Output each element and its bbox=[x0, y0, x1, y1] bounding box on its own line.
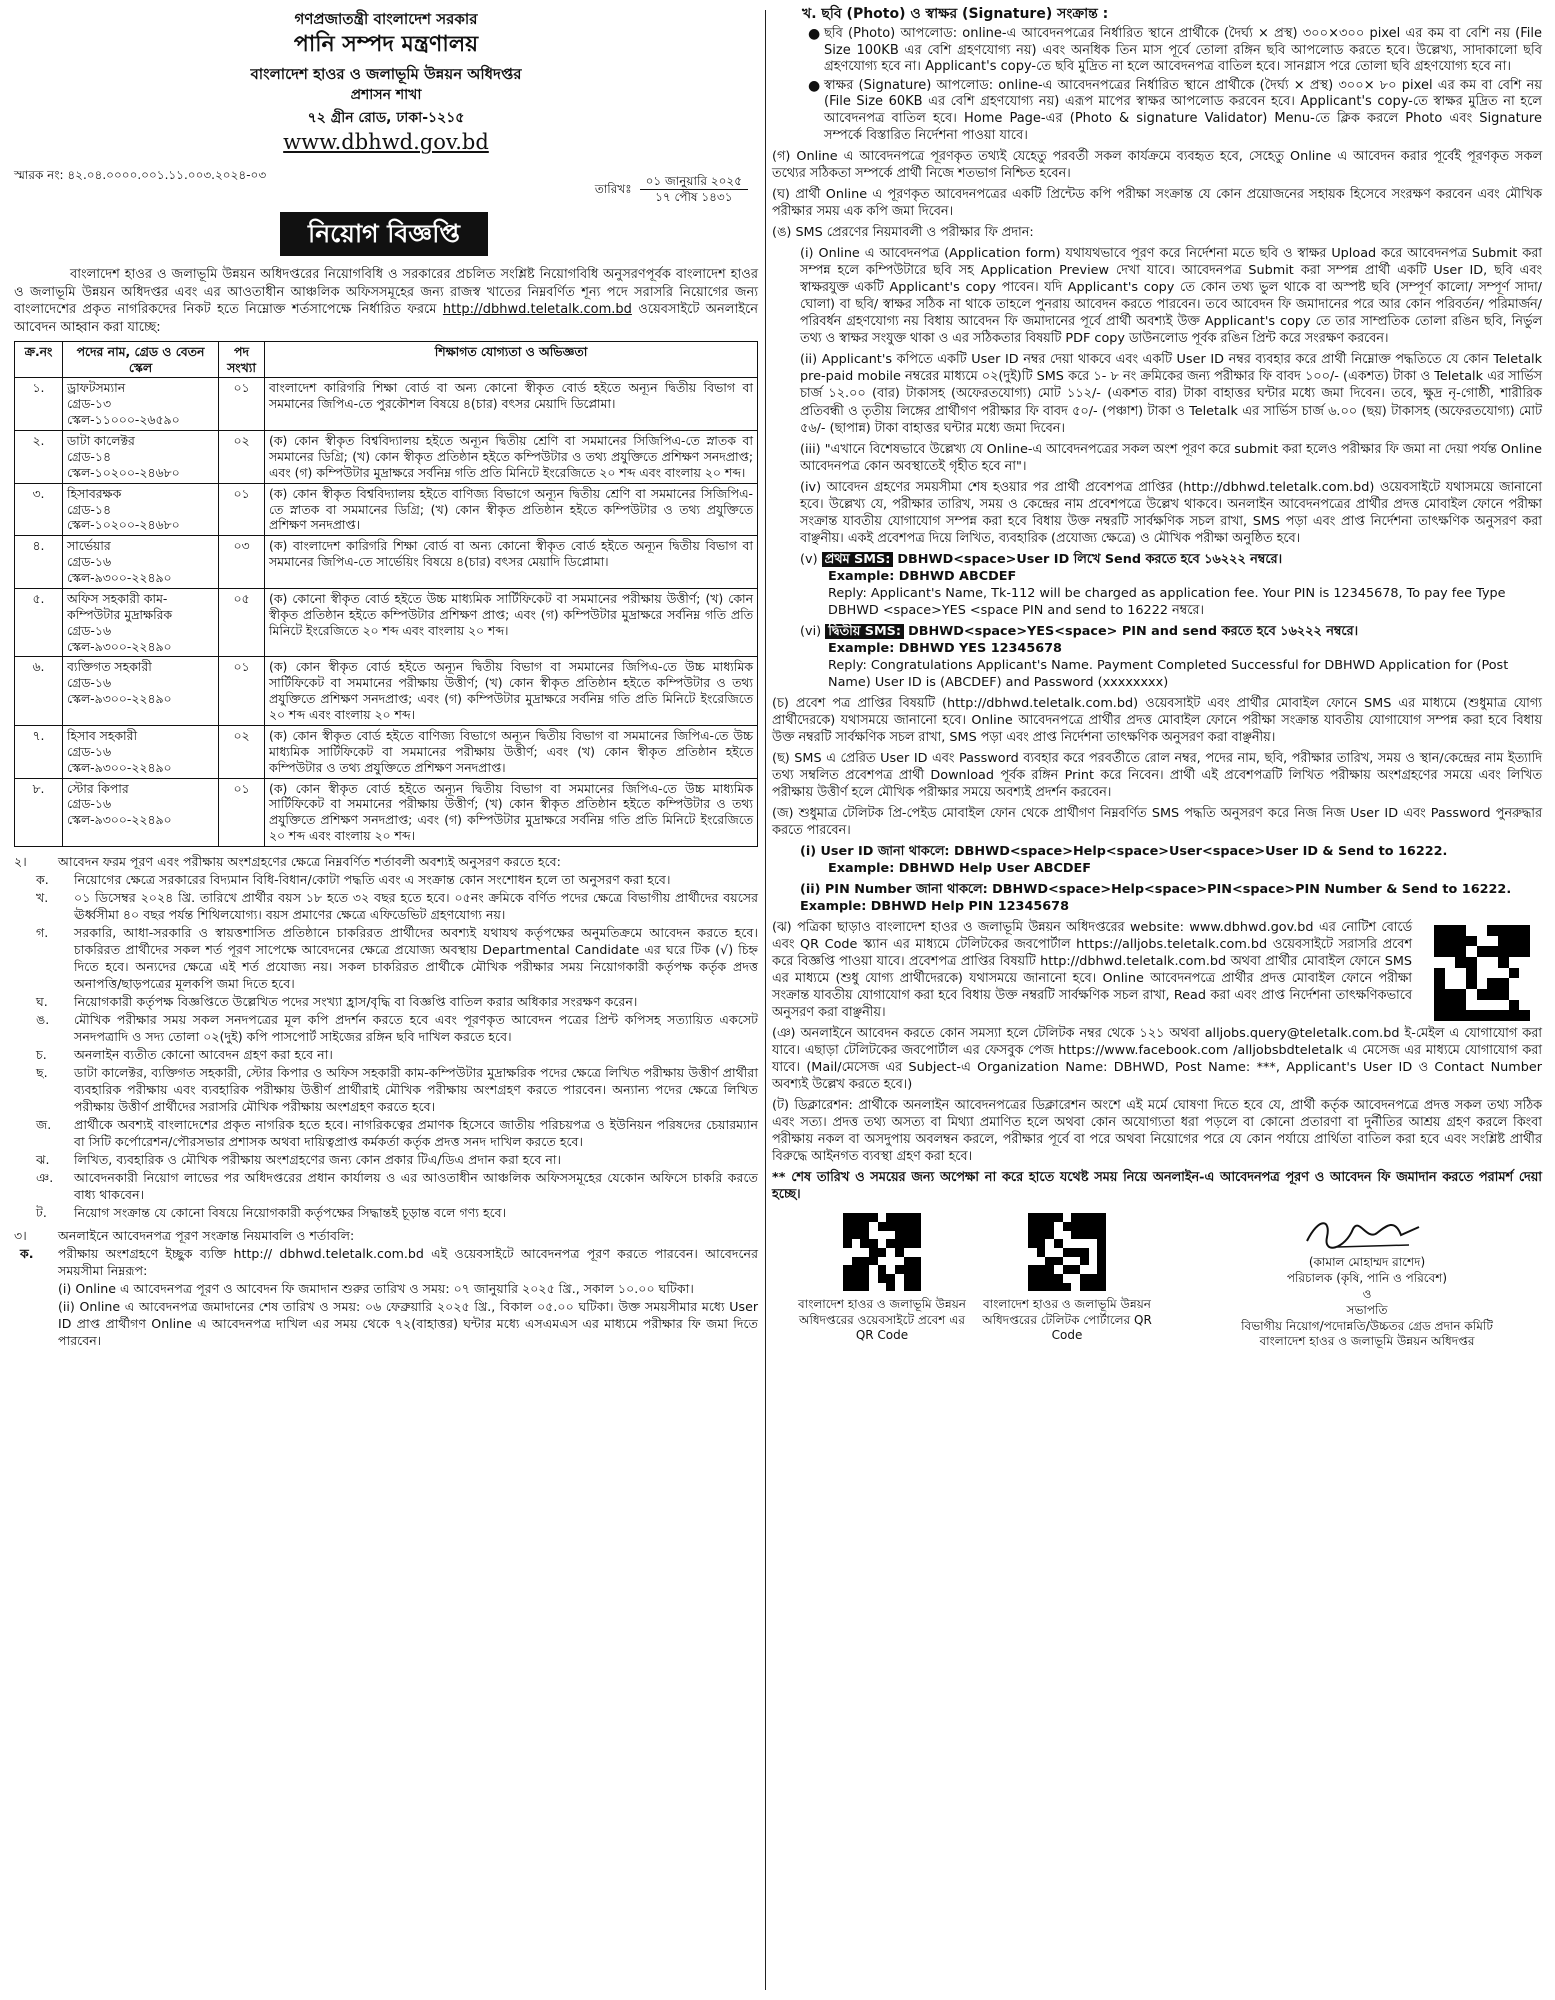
portal-qr-caption: বাংলাদেশ হাওর ও জলাভূমি উন্নয়ন অধিদপ্তরের টেলিটক পোর্টালের QR Code bbox=[982, 1297, 1152, 1343]
vacancy-rows bbox=[15, 378, 758, 847]
bullet-icon: ● bbox=[808, 77, 821, 94]
condition-item bbox=[14, 1011, 758, 1045]
post-name: অফিস সহকারী কাম-কম্পিউটার মুদ্রাক্ষরিক bbox=[67, 590, 173, 622]
rule-cha-text: (ছ) SMS এ প্রেরিত User ID এবং Password ব্যবহার করে পরবর্তীতে রোল নম্বর, পদের নাম, ছবি, পরীক্ষার তারিখ, সময় ও স্থান/কেন্দ্রের নাম ইত্যাদি তথ্য সম্বলিত প্রবেশপত্র প্রার্থী Download পূর্বক রঙ্গিন Print করে নিবেন। প্রার্থী এই প্রবেশপত্রটি লিখিত পরীক্ষায় অংশগ্রহণের সময়ে এবং লিখিত পরীক্ষায় উত্তীর্ণ হলে মৌখিক পরীক্ষার সময়ে অবশ্যই প্রদর্শন করবেন। bbox=[772, 750, 1542, 800]
sms-rule-1 bbox=[772, 245, 1542, 347]
row-serial: ৪. bbox=[15, 536, 63, 589]
rule-cha bbox=[772, 750, 1542, 801]
condition-key: ঘ. bbox=[36, 994, 48, 1010]
condition-text: মৌখিক পরীক্ষার সময় সকল সনদপত্রের মূল কপি প্রদর্শন করতে হবে এবং পূরণকৃত আবেদন পত্রের প্রিন্ট কপিসহ সত্যায়িত একসেট সনদপত্রাদি ও সদ্য তোলা ০২(দুই) কপি পাসপোর্ট সাইজের রঙ্গিন ছবি দাখিল করতে হবে। bbox=[74, 1012, 758, 1045]
condition-key: ঙ. bbox=[36, 1012, 50, 1028]
sms-first-key: (v) bbox=[800, 551, 818, 567]
rule-jha-text: (ঝ) পত্রিকা ছাড়াও বাংলাদেশ হাওর ও জলাভূমি উন্নয়ন অধিদপ্তরের website: www.dbhwd.gov.bd এর নোটিশ বোর্ডে এবং QR Code স্ক্যান এর মাধ্যমে টেলিটকের জবপোর্টাল https://alljobs.teletalk.com.bd ওয়েবসাইটে সরাসরি প্রবেশ করে বিজ্ঞপ্তি পাওয়া যাবে। প্রবেশপত্র প্রাপ্তির বিষয়টি http://dbhwd.teletalk.com.bd অথবা প্রার্থীর মোবাইল ফোনে SMS এর মাধ্যমে (শুধু যোগ্য প্রার্থীদেরকে) যথাসময়ে জানানো হবে। Online আবেদনপত্রে প্রার্থীর প্রদত্ত মোবাইল ফোনে পরীক্ষা সংক্রান্ত যাবতীয় যোগাযোগ করা হবে বিধায় উক্ত নম্বরটি সার্বক্ষণিক সচল রাখা, Read করা এবং প্রাপ্ত নির্দেশনা তাৎক্ষণিকভাবে অনুসরণ করা বাঞ্ছনীয়। bbox=[772, 919, 1412, 1021]
table-row bbox=[15, 378, 758, 431]
row-post bbox=[63, 378, 219, 431]
rule-ga-text: (গ) Online এ আবেদনপত্রে পূরণকৃত তথ্যই যেহেতু পরবর্তী সকল কার্যক্রমে ব্যবহৃত হবে, সেহেতু Online এ আবেদন করার পূর্বেই পূরণকৃত সকল তথ্যের সঠিকতা সম্পর্কে প্রার্থী নিজে শতভাগ নিশ্চিত হবেন। bbox=[772, 149, 1542, 182]
sms-second-tag: দ্বিতীয় SMS: bbox=[825, 624, 904, 639]
rule-ja-2-text: (ii) PIN Number জানা থাকলে: DBHWD<space>Help<space>PIN<space>PIN Number & Send to 16222. Example: DBHWD Help PIN 12345678 bbox=[800, 881, 1512, 914]
condition-key: জ. bbox=[36, 1117, 52, 1133]
section-3-deadline: (ii) Online এ আবেদনপত্র জমাদানের শেষ তারিখ ও সময়: ০৬ ফেব্রুয়ারি ২০২৫ খ্রি., বিকাল ০৫.০০ ঘটিকা। উক্ত সময়সীমার মধ্যে User ID প্রাপ্ত প্রার্থীগণ Online এ আবেদনপত্র দাখিল এর সময় থেকে ৭২(বাহাত্তর) ঘন্টার মধ্যে এসএমএস এর মাধ্যমে পরীক্ষার ফি জমা দিতে পারবেন। bbox=[58, 1299, 758, 1349]
col-count: পদ সংখ্যা bbox=[219, 341, 265, 378]
section-3 bbox=[14, 1227, 758, 1349]
row-post bbox=[63, 483, 219, 536]
condition-key: ছ. bbox=[36, 1065, 48, 1081]
row-serial: ৬. bbox=[15, 657, 63, 726]
sms-rule-3 bbox=[772, 441, 1542, 475]
rule-ca-text: (চ) প্রবেশ পত্র প্রাপ্তির বিষয়টি (http://dbhwd.teletalk.com.bd) ওয়েবসাইট এবং প্রার্থীর মোবাইল ফোনে SMS এর মাধ্যমে (শুধুমাত্র যোগ্য প্রার্থীদেরকে) যথাসময়ে জানানো হবে। Online আবেদনপত্রে প্রার্থীর প্রদত্ত মোবাইল ফোনে পরীক্ষা সংক্রান্ত যাবতীয় যোগাযোগ সম্পন্ন করা হবে বিধায় উক্ত নম্বরটি সার্বক্ষণিক সচল রাখা, SMS পড়া এবং প্রাপ্ত নির্দেশনা তাৎক্ষণিক অনুসরণ করা বাঞ্ছনীয়। bbox=[772, 695, 1542, 745]
condition-key: খ. bbox=[36, 890, 49, 906]
table-row bbox=[15, 431, 758, 484]
office-address: ৭২ গ্রীন রোড, ঢাকা-১২১৫ bbox=[307, 110, 465, 127]
sms-rule-2 bbox=[772, 351, 1542, 436]
row-count: ০২ bbox=[219, 431, 265, 484]
photo-signature-title: খ. ছবি (Photo) ও স্বাক্ষর (Signature) সংক্রান্ত : bbox=[802, 6, 1109, 22]
post-scale: স্কেল-১০২০০-২৪৬৮০ bbox=[67, 464, 180, 480]
rule-ga bbox=[772, 148, 1542, 182]
row-post bbox=[63, 778, 219, 847]
col-serial: ক্র.নং bbox=[15, 341, 63, 378]
sms-rule-4 bbox=[772, 479, 1542, 547]
condition-text: ০১ ডিসেম্বর ২০২৪ খ্রি. তারিখে প্রার্থীর বয়স ১৮ হতে ৩২ বছর হতে হবে। ০৫নং ক্রমিকে বর্ণিত পদের ক্ষেত্রে বিভাগীয় প্রার্থীদের বয়সের ঊর্ধ্বসীমা ৪০ বছর পর্যন্ত শিথিলযোগ্য। বয়স প্রমাণের ক্ষেত্রে এফিডেভিট গ্রহণযোগ্য নয়। bbox=[74, 890, 758, 923]
sms-rule-4-text: (iv) আবেদন গ্রহণের সময়সীমা শেষ হওয়ার পর প্রার্থী প্রবেশপত্র প্রাপ্তির (http://dbhwd.teletalk.com.bd) ওয়েবসাইটে যথাসময়ে জানানো হবে। উল্লেখ্য যে, পরীক্ষার তারিখ, সময় ও কেন্দ্রের নাম প্রবেশপত্রে উল্লেখ থাকবে। অনলাইন আবেদনপত্রের প্রার্থীর প্রদত্ত মোবাইল ফোনে পরীক্ষা সংক্রান্ত যাবতীয় যোগাযোগ সম্পন্ন করা হবে বিধায় উক্ত নম্বরটি সার্বক্ষণিক সচল রাখা, SMS পড়া এবং প্রাপ্ত নির্দেশনা তাৎক্ষণিক অনুসরণ করা বাঞ্ছনীয়। একই প্রবেশপত্র দিয়ে লিখিত, ব্যবহারিক (প্রযোজ্য ক্ষেত্রে) ও মৌখিক পরীক্ষা অনুষ্ঠিত হবে। bbox=[800, 479, 1542, 546]
intro-text: বাংলাদেশ হাওর ও জলাভূমি উন্নয়ন অধিদপ্তরের নিয়োগবিধি ও সরকারের প্রচলিত সংশ্লিষ্ট নিয়োগবিধি অনুসরণপূর্বক বাংলাদেশ হাওর ও জলাভূমি উন্নয়ন অধিদপ্তর এবং এর আওতাধীন আঞ্চলিক অফিসসমূহের জন্য রাজস্ব খাতের নিম্নবর্ণিত শূন্য পদে সরাসরি নিয়োগের জন্য বাংলাদেশের প্রকৃত নাগরিকদের নিকট হতে নিম্নোক্ত শর্তসাপেক্ষে নির্ধারিত ফরমে bbox=[14, 267, 758, 318]
rule-jha bbox=[772, 919, 1542, 1021]
condition-text: ডাটা কালেক্টর, ব্যক্তিগত সহকারী, স্টোর কিপার ও অফিস সহকারী কাম-কম্পিউটার মুদ্রাক্ষরিক পদের ক্ষেত্রে লিখিত পরীক্ষায় উত্তীর্ণ প্রার্থীরা ব্যবহারিক পরীক্ষায় এবং ব্যবহারিক পরীক্ষায় উত্তীর্ণ প্রার্থীরাই মৌখিক পরীক্ষায় অংশগ্রহণ করতে পারবেন। অন্যান্য পদের ক্ষেত্রে লিখিত পরীক্ষায় উত্তীর্ণ প্রার্থীদের সরাসরি মৌখিক পরীক্ষায় অংশগ্রহণ করতে হবে। bbox=[74, 1065, 758, 1115]
post-scale: স্কেল-৯৩০০-২২৪৯০ bbox=[67, 570, 172, 586]
sms-rule-2-text: (ii) Applicant's কপিতে একটি User ID নম্বর দেয়া থাকবে এবং একটি User ID নম্বর ব্যবহার করে প্রার্থী নিম্নোক্ত পদ্ধতিতে যে কোন Teletalk pre-paid mobile নম্বরের মাধ্যমে ০২(দুই)টি SMS করে ১- ৮ নং ক্রমিকের জন্য পরীক্ষার ফি বাবদ ১০০/- (একশত) টাকা ও Teletalk এর সার্ভিস চার্জ ১২.০০ (বার) টাকাসহ (অফেরতযোগ্য) মোট ১১২/- (একশত বার) টাকা বাহাত্তর ঘন্টার মধ্যে জমা দিবেন। তবে, ক্ষুদ্র নৃ-গোষ্ঠী, শারীরিক প্রতিবন্ধী ও তৃতীয় লিঙ্গের প্রার্থীগণ পরীক্ষার ফি বাবদ ৫০/- (পঞ্চাশ) টাকা ও Teletalk এর সার্ভিস চার্জ ৬.০০ (ছয়) টাকাসহ (অফেরতযোগ্য) মোট ৫৬/- (ছাপান্ন) টাকা বাহাত্তর ঘন্টার মধ্যে জমা দিবেন। bbox=[800, 352, 1542, 436]
rule-uma-text: (ঙ) SMS প্রেরণের নিয়মাবলী ও পরীক্ষার ফি প্রদান: bbox=[772, 225, 1034, 241]
condition-item bbox=[14, 1204, 758, 1221]
condition-key: ঞ. bbox=[36, 1170, 54, 1186]
branch-name: প্রশাসন শাখা bbox=[350, 86, 422, 103]
post-grade: গ্রেড-১৩ bbox=[67, 396, 111, 412]
rule-ja bbox=[772, 805, 1542, 839]
condition-key: ক. bbox=[36, 872, 49, 888]
section-3-start: (i) Online এ আবেদনপত্র পূরণ ও আবেদন ফি জমাদান শুরুর তারিখ ও সময়: ০৭ জানুয়ারি ২০২৫ খ্রি., সকাল ১০.০০ ঘটিকা। bbox=[58, 1281, 694, 1297]
rule-ja-1-example: Example: DBHWD Help User ABCDEF bbox=[828, 860, 1092, 876]
section-2-items bbox=[14, 871, 758, 1221]
post-name: ডাটা কালেক্টর bbox=[67, 433, 135, 449]
post-grade: গ্রেড-১৬ bbox=[67, 796, 111, 812]
post-scale: স্কেল-১১০০০-২৬৫৯০ bbox=[67, 412, 180, 428]
website-link[interactable]: www.dbhwd.gov.bd bbox=[283, 130, 489, 155]
row-count: ০২ bbox=[219, 725, 265, 778]
signatory-title: পরিচালক (কৃষি, পানি ও পরিবেশ) bbox=[1286, 1271, 1448, 1286]
section-3-title: অনলাইনে আবেদনপত্র পূরণ সংক্রান্ত নিয়মাবলি ও শর্তাবলি: bbox=[58, 1228, 355, 1244]
ministry-name: পানি সম্পদ মন্ত্রণালয় bbox=[293, 32, 479, 58]
signatory-dept: বাংলাদেশ হাওর ও জলাভূমি উন্নয়ন অধিদপ্তর bbox=[1259, 1334, 1475, 1349]
condition-item bbox=[14, 924, 758, 992]
memo-row bbox=[14, 168, 758, 208]
sms-second-key: (vi) bbox=[800, 623, 822, 639]
rule-ja-1-text: (i) User ID জানা থাকলে: DBHWD<space>Help<space>User<space>User ID & Send to 16222. bbox=[800, 843, 1448, 859]
condition-key: ট. bbox=[36, 1205, 47, 1221]
rule-ta bbox=[772, 1097, 1542, 1165]
rule-ta-text: (ট) ডিক্লারেশন: প্রার্থীকে অনলাইন আবেদনপত্রের ডিক্লারেশন অংশে এই মর্মে ঘোষণা দিতে হবে যে, প্রার্থী কর্তৃক আবেদনপত্রে প্রদত্ত সকল তথ্য সঠিক এবং সত্য। প্রদত্ত তথ্য অসত্য বা মিথ্যা প্রমাণিত হলে অথবা কোন অযোগ্যতা ধরা পড়লে বা কোনো প্রতারণা বা দুর্নীতির আশ্রয় গ্রহণ করলে কিংবা পরীক্ষায় নকল বা অসদুপায় অবলম্বন করলে, পরীক্ষার পূর্বে বা পরে অথবা নিয়োগের পরে যে কোন পর্যায়ে প্রার্থিতা বাতিল করা হবে এবং সংশ্লিষ্ট প্রার্থীর বিরুদ্ধে আইনগত ব্যবস্থা গ্রহণ করা হবে। bbox=[772, 1098, 1542, 1165]
sms-first-text: DBHWD<space>User ID লিখে Send করতে হবে ১৬২২২ নম্বরে। bbox=[897, 551, 1283, 567]
row-qualification: (ক) কোনো স্বীকৃত বোর্ড হইতে উচ্চ মাধ্যমিক সার্টিফিকেট বা সমমানের পরীক্ষায় উত্তীর্ণ; (খ) কোন স্বীকৃত প্রতিষ্ঠান হইতে কম্পিউটার প্রশিক্ষণ প্রাপ্ত; এবং (গ) কম্পিউটার মুদ্রাক্ষরে সর্বনিম্ন গতি প্রতি মিনিটে ইংরেজিতে ২০ শব্দ এবং বাংলায় ২০ শব্দ। bbox=[265, 588, 758, 657]
sms-first-example: Example: DBHWD ABCDEF bbox=[828, 568, 1017, 584]
column-divider bbox=[765, 10, 766, 1990]
portal-qr-card bbox=[972, 1211, 1162, 1344]
signature-block bbox=[1192, 1211, 1542, 1350]
row-count: ০১ bbox=[219, 778, 265, 847]
post-grade: গ্রেড-১৬ bbox=[67, 743, 111, 759]
note-text: ** শেষ তারিখ ও সময়ের জন্য অপেক্ষা না করে হাতে যথেষ্ট সময় নিয়ে অনলাইন-এ আবেদনপত্র পূরণ ও আবেদন ফি জমাদান করতে পরামর্শ দেয়া হচ্ছে। bbox=[772, 1170, 1542, 1203]
condition-text: প্রার্থীকে অবশ্যই বাংলাদেশের প্রকৃত নাগরিক হতে হবে। নাগরিকত্বের প্রমাণক হিসেবে জাতীয় পরিচয়পত্র ও ইউনিয়ন পরিষদের চেয়ারম্যান বা সিটি কর্পোরেশন/পৌরসভার প্রশাসক অথবা দায়িত্বপ্রাপ্ত কর্মকর্তা কর্তৃক প্রদত্ত সনদ দাখিল করতে হবে। bbox=[74, 1117, 758, 1150]
qr-code-icon bbox=[841, 1211, 923, 1293]
rule-ca bbox=[772, 695, 1542, 746]
post-scale: স্কেল-৯৩০০-২২৪৯০ bbox=[67, 638, 172, 654]
rule-ja-2 bbox=[772, 881, 1542, 915]
intro-tail: ওয়েবসাইটে অনলাইনে আবেদন আহ্বান করা যাচ্ছে: bbox=[14, 302, 758, 336]
website-qr-caption: বাংলাদেশ হাওর ও জলাভূমি উন্নয়ন অধিদপ্তরের ওয়েবসাইটে প্রবেশ এর QR Code bbox=[798, 1297, 966, 1343]
date-label: তারিখঃ bbox=[594, 182, 632, 197]
section-3-ka-key: ক. bbox=[20, 1246, 34, 1262]
bullet-icon: ● bbox=[808, 25, 821, 42]
sms-first-tag: প্রথম SMS: bbox=[822, 552, 894, 567]
right-column bbox=[772, 6, 1542, 1441]
rule-gha-text: (ঘ) প্রার্থী Online এ পূরণকৃত আবেদনপত্রের একটি প্রিন্টেড কপি পরীক্ষা সংক্রান্ত যে কোন প্রয়োজনের সহায়ক হিসেবে সংরক্ষণ করবেন এবং মৌখিক পরীক্ষার সময় এক কপি জমা দিবেন। bbox=[772, 187, 1542, 220]
post-grade: গ্রেড-১৪ bbox=[67, 448, 111, 464]
footer-block bbox=[772, 1211, 1542, 1441]
row-post bbox=[63, 657, 219, 726]
rule-nya-text: (ঞ) অনলাইনে আবেদন করতে কোন সমস্যা হলে টেলিটক নম্বর থেকে ১২১ অথবা alljobs.query@teletalk.com.bd ই-মেইল এ যোগাযোগ করা যাবে। এছাড়া টেলিটকের জবপোর্টাল এর ফেসবুক পেজ https://www.facebook.com /alljobsbdteletalk এ মেসেজ এর মাধ্যমে যোগাযোগ করা যাবে। (Mail/মেসেজ এর Subject-এ Organization Name: DBHWD, Post Name: ***, Applicant's User ID ও Contact Number অবশ্যই উল্লেখ করতে হবে।) bbox=[772, 1026, 1542, 1093]
signature-rule-text: স্বাক্ষর (Signature) আপলোড: online-এ আবেদনপত্রের নির্ধারিত স্থানে প্রার্থীকে (দৈর্ঘ্য × প্রস্থ) ৩০০× ৮০ pixel এর কম বা বেশি নয় (File Size 60KB এর বেশি গ্রহণযোগ্য নয়) এরূপ মাপের স্বাক্ষর আপলোড করবেন হবে। Applicant's copy-তে স্বাক্ষর মুদ্রিত না হলে আবেদনপত্র বাতিল হবে। Home Page-এর (Photo & signature Validator) Menu-তে ক্লিক করলে Photo এবং Signature সম্পর্কে বিস্তারিত নির্দেশনা পাওয়া যাবে। bbox=[824, 77, 1542, 143]
row-post bbox=[63, 588, 219, 657]
rule-ja-1 bbox=[772, 843, 1542, 877]
memo-number: স্মারক নং: ৪২.০৪.০০০০.০০১.১১.০০৩.২০২৪-০৩ bbox=[14, 168, 267, 182]
post-grade: গ্রেড-১৪ bbox=[67, 501, 111, 517]
sms-rule-3-text: (iii) "এখানে বিশেষভাবে উল্লেখ্য যে Online-এ আবেদনপত্রের সকল অংশ পূরণ করে submit করা হলেও পরীক্ষার ফি জমা না দেয়া পর্যন্ত Online আবেদনপত্র কোন অবস্থাতেই গৃহীত হবে না"। bbox=[800, 441, 1542, 474]
table-header-row bbox=[15, 341, 758, 378]
row-serial: ১. bbox=[15, 378, 63, 431]
post-name: ড্রাফটসম্যান bbox=[67, 380, 126, 396]
photo-rule-text: ছবি (Photo) আপলোড: online-এ আবেদনপত্রের নির্ধারিত স্থানে প্রার্থীকে (দৈর্ঘ্য × প্রস্থ) ৩০০×৩০০ pixel এর কম বা বেশি নয় (File Size 100KB এর বেশি গ্রহণযোগ্য নয়) এবং অনধিক তিন মাস পূর্বে তোলা রঙ্গিন ছবি আপলোড করতে হবে। উল্লেখ্য, সাদাকালো ছবি গ্রহণযোগ্য হবে না। Applicant's copy-তে ছবি মুদ্রিত না হলে আবেদনপত্র বাতিল হবে। সানগ্লাস পরে তোলা ছবি গ্রহণযোগ্য হবে না। bbox=[824, 25, 1542, 75]
rule-ja-text: (জ) শুধুমাত্র টেলিটক প্রি-পেইড মোবাইল ফোন থেকে প্রার্থীগণ নিম্নবর্ণিত SMS পদ্ধতি অনুসরণ করে নিজ নিজ User ID এবং Password পুনরুদ্ধার করতে পারবেন। bbox=[772, 805, 1542, 838]
condition-item bbox=[14, 1046, 758, 1063]
row-post bbox=[63, 725, 219, 778]
post-name: হিসাব সহকারী bbox=[67, 727, 137, 743]
row-serial: ৫. bbox=[15, 588, 63, 657]
signatory-committee: বিভাগীয় নিয়োগ/পদোন্নতি/উচ্চতর গ্রেড প্রদান কমিটি bbox=[1241, 1318, 1493, 1333]
sms-second-reply: Reply: Congratulations Applicant's Name. Payment Completed Successful for DBHWD Application for (Post Name) User ID is (ABCDEF) and Password (xxxxxxxx) bbox=[828, 657, 1509, 690]
table-row bbox=[15, 778, 758, 847]
condition-item bbox=[14, 1151, 758, 1168]
signature-icon bbox=[1297, 1211, 1437, 1255]
condition-item bbox=[14, 1116, 758, 1150]
condition-key: গ. bbox=[36, 925, 49, 941]
row-serial: ২. bbox=[15, 431, 63, 484]
col-post: পদের নাম, গ্রেড ও বেতন স্কেল bbox=[63, 341, 219, 378]
vacancy-table bbox=[14, 341, 758, 847]
website-qr-card bbox=[792, 1211, 972, 1344]
post-name: স্টোর কিপার bbox=[67, 780, 129, 796]
post-scale: স্কেল-৯৩০০-২২৪৯০ bbox=[67, 812, 172, 828]
post-grade: গ্রেড-১৬ bbox=[67, 554, 111, 570]
row-qualification: (ক) কোন স্বীকৃত বোর্ড হইতে অন্যূন দ্বিতীয় বিভাগ বা সমমানের জিপিএ-তে উচ্চ মাধ্যমিক সার্টিফিকেট বা সমমানের পরীক্ষায় উত্তীর্ণ; (খ) কোন স্বীকৃত প্রতিষ্ঠান হইতে কম্পিউটার ও তথ্য প্রযুক্তিতে প্রশিক্ষণ সনদপ্রাপ্ত; এবং (গ) কম্পিউটার মুদ্রাক্ষরে সর্বনিম্ন গতি প্রতি মিনিটে ইংরেজিতে ২০ শব্দ এবং বাংলায় ২০ শব্দ। bbox=[265, 657, 758, 726]
condition-text: নিয়োগকারী কর্তৃপক্ষ বিজ্ঞপ্তিতে উল্লেখিত পদের সংখ্যা হ্রাস/বৃদ্ধি বা বিজ্ঞপ্তি বাতিল করার অধিকার সংরক্ষণ করেন। bbox=[74, 994, 638, 1010]
signatory-name: (কামাল মোহাম্মদ রাশেদ) bbox=[1308, 1255, 1426, 1270]
row-serial: ৮. bbox=[15, 778, 63, 847]
qr-code-icon bbox=[1026, 1211, 1108, 1293]
row-post bbox=[63, 536, 219, 589]
date-bengali: ১৭ পৌষ ১৪৩১ bbox=[655, 190, 733, 205]
row-count: ০১ bbox=[219, 483, 265, 536]
post-grade: গ্রেড-১৬ bbox=[67, 622, 111, 638]
post-scale: স্কেল-১০২০০-২৪৬৮০ bbox=[67, 517, 180, 533]
post-name: হিসাবরক্ষক bbox=[67, 485, 122, 501]
table-row bbox=[15, 536, 758, 589]
apply-url[interactable]: http://dbhwd.teletalk.com.bd bbox=[442, 302, 632, 318]
gov-name: গণপ্রজাতন্ত্রী বাংলাদেশ সরকার bbox=[294, 10, 478, 28]
row-qualification: (ক) কোন স্বীকৃত বোর্ড হইতে অন্যূন দ্বিতীয় বিভাগ বা সমমানের জিপিএ-তে উচ্চ মাধ্যমিক সার্টিফিকেট বা সমমানের পরীক্ষায় উত্তীর্ণ; (খ) কোন স্বীকৃত প্রতিষ্ঠান হইতে কম্পিউটার ও তথ্য প্রযুক্তিতে প্রশিক্ষণ সনদপ্রাপ্ত; এবং (গ) কম্পিউটার মুদ্রাক্ষরে সর্বনিম্ন গতি প্রতি মিনিটে ইংরেজিতে ২০ শব্দ এবং বাংলায় ২০ শব্দ। bbox=[265, 778, 758, 847]
condition-key: ঝ. bbox=[36, 1152, 50, 1168]
rule-gha bbox=[772, 186, 1542, 220]
post-scale: স্কেল-৯৩০০-২২৪৯০ bbox=[67, 759, 172, 775]
qr-code-icon bbox=[1432, 923, 1532, 1023]
department-name: বাংলাদেশ হাওর ও জলাভূমি উন্নয়ন অধিদপ্তর bbox=[250, 65, 522, 84]
sms-second-text: DBHWD<space>YES<space> PIN and send করতে হবে ১৬২২২ নম্বরে। bbox=[908, 623, 1359, 639]
col-qualification: শিক্ষাগত যোগ্যতা ও অভিজ্ঞতা bbox=[265, 341, 758, 378]
condition-key: চ. bbox=[36, 1047, 47, 1063]
table-row bbox=[15, 657, 758, 726]
condition-item bbox=[14, 1169, 758, 1203]
row-count: ০১ bbox=[219, 657, 265, 726]
condition-text: অনলাইন ব্যতীত কোনো আবেদন গ্রহণ করা হবে না। bbox=[74, 1047, 333, 1063]
section-2-number: ২। bbox=[14, 854, 27, 870]
row-post bbox=[63, 431, 219, 484]
condition-item bbox=[14, 889, 758, 923]
condition-item bbox=[14, 993, 758, 1010]
row-serial: ৭. bbox=[15, 725, 63, 778]
table-row bbox=[15, 588, 758, 657]
row-serial: ৩. bbox=[15, 483, 63, 536]
rule-uma bbox=[772, 224, 1542, 241]
post-grade: গ্রেড-১৬ bbox=[67, 675, 111, 691]
row-qualification: (ক) কোন স্বীকৃত বিশ্ববিদ্যালয় হইতে অন্যূন দ্বিতীয় শ্রেণি বা সমমানের সিজিপিএ-তে স্নাতক বা সমমানের ডিগ্রি; (খ) কোন স্বীকৃত প্রতিষ্ঠান হইতে কম্পিউটার ও তথ্য প্রযুক্তিতে প্রশিক্ষণ সনদপ্রাপ্ত; এবং (গ) কম্পিউটার মুদ্রাক্ষরে সর্বনিম্ন গতি প্রতি মিনিটে ইংরেজিতে ২০ শব্দ এবং বাংলায় ২০ শব্দ। bbox=[265, 431, 758, 484]
condition-text: লিখিত, ব্যবহারিক ও মৌখিক পরীক্ষায় অংশগ্রহণের জন্য কোন প্রকার টিএ/ডিএ প্রদান করা হবে না। bbox=[74, 1152, 562, 1168]
table-row bbox=[15, 725, 758, 778]
sms-first bbox=[772, 551, 1542, 619]
section-3-ka-text: পরীক্ষায় অংশগ্রহণে ইচ্ছুক ব্যক্তি http:// dbhwd.teletalk.com.bd এই ওয়েবসাইটে আবেদনপত্র পূরণ করতে পারবেন। আবেদনের সময়সীমা নিম্নরূপ: bbox=[58, 1246, 758, 1279]
rule-nya bbox=[772, 1025, 1542, 1093]
post-name: সার্ভেয়ার bbox=[67, 538, 111, 554]
sms-first-reply: Reply: Applicant's Name, Tk-112 will be charged as application fee. Your PIN is 12345678, To pay fee Type DBHWD <space>YES <space PIN and send to 16222 নম্বরে। bbox=[828, 585, 1506, 618]
sms-rule-1-text: (i) Online এ আবেদনপত্র (Application form) যথাযথভাবে পূরণ করে নির্দেশনা মতে ছবি ও স্বাক্ষর Upload করে আবেদনপত্র Submit করা সম্পন্ন হলে কম্পিউটারে ছবি সহ Application Preview দেখা যাবে। আবেদনপত্র Submit করা সম্পন্ন প্রার্থী একটি User ID, ছবি এবং স্বাক্ষরযুক্ত একটি Applicant's copy পাবেন। যদি Applicant's copy তে কোন তথ্য ভুল থাকে বা অস্পষ্ট ছবি (সম্পূর্ণ কালো/ সম্পূর্ণ সাদা/ঘোলা) বা ছবি/ স্বাক্ষর সঠিক না থাকে তাহলে পুনরায় আবেদন করতে পারবেন। তবে আবেদন ফি জমাদানের পরে আর কোন পরিবর্তন/ পরিমার্জন/পরিবর্ধন গ্রহণযোগ্য নয় বিধায় আবেদন ফি জমাদানের পূর্বে প্রার্থী অবশ্যই উক্ত Applicant's copy তে তার সাম্প্রতিক তোলা রঙিন ছবি, নির্ভুল তথ্য ও স্বাক্ষর সংযুক্ত থাকা ও এর সঠিকতার বিষয়টি PDF copy ডাউনলোড পূর্বক রঙিন প্রিন্ট করে সংরক্ষণ করবেন। bbox=[800, 246, 1542, 347]
date-gregorian: ০১ জানুয়ারি ২০২৫ bbox=[640, 174, 748, 190]
condition-text: নিয়োগের ক্ষেত্রে সরকারের বিদ্যমান বিধি-বিধান/কোটা পদ্ধতি এবং এ সংক্রান্ত কোন সংশোধন হলে তা অনুসরণ করা হবে। bbox=[74, 872, 671, 888]
sms-second-example: Example: DBHWD YES 12345678 bbox=[828, 640, 1062, 656]
notice-title: নিয়োগ বিজ্ঞপ্তি bbox=[280, 212, 488, 256]
sms-second bbox=[772, 623, 1542, 691]
row-qualification: (ক) কোন স্বীকৃত বিশ্ববিদ্যালয় হইতে বাণিজ্য বিভাগে অন্যূন দ্বিতীয় শ্রেণি বা সমমানের সিজিপিএ-তে স্নাতক বা সমমানের ডিগ্রি; (খ) কোন স্বীকৃত প্রতিষ্ঠান হইতে কম্পিউটার ও তথ্য প্রযুক্তিতে প্রশিক্ষণ সনদপ্রাপ্ত। bbox=[265, 483, 758, 536]
date-block bbox=[595, 174, 748, 206]
signature-rule bbox=[772, 78, 1542, 145]
section-2 bbox=[14, 853, 758, 1221]
row-count: ০৩ bbox=[219, 536, 265, 589]
condition-text: আবেদনকারী নিয়োগ লাভের পর অধিদপ্তরের প্রধান কার্যালয় ও এর আওতাধীন আঞ্চলিক অফিসসমূহের যেকোন অফিসে চাকরি করতে বাধ্য থাকবেন। bbox=[74, 1170, 758, 1203]
condition-text: সরকারি, আধা-সরকারি ও স্বায়ত্তশাসিত প্রতিষ্ঠানে চাকরিরত প্রার্থীদের অবশ্যই যথাযথ কর্তৃপক্ষের অনুমতিক্রমে আবেদন করতে হবে। চাকরিরত প্রার্থীদের সকল শর্ত পূরণ সাপেক্ষে আবেদনের ক্ষেত্রে প্রযোজ্য অবস্থায় Departmental Candidate এর ঘরে টিক (√) চিহ্ন দিতে হবে। অন্যদের ক্ষেত্রে এই শর্ত প্রযোজ্য নয়। সকল চাকরিরত প্রার্থীকে মৌখিক পরীক্ষার সময় নিয়োগকারী কর্তৃপক্ষ কর্তৃক প্রদত্ত অনাপত্তি/ছাড়পত্রের মূলকপি জমা দিতে হবে। bbox=[74, 925, 758, 992]
condition-text: নিয়োগ সংক্রান্ত যে কোনো বিষয়ে নিয়োগকারী কর্তৃপক্ষের সিদ্ধান্তই চূড়ান্ত বলে গণ্য হবে। bbox=[74, 1205, 507, 1221]
left-column bbox=[14, 10, 758, 1350]
row-count: ০১ bbox=[219, 378, 265, 431]
section-3-number: ৩। bbox=[14, 1228, 27, 1244]
condition-item bbox=[14, 871, 758, 888]
row-qualification: বাংলাদেশ কারিগরি শিক্ষা বোর্ড বা অন্য কোনো স্বীকৃত বোর্ড হইতে অন্যূন দ্বিতীয় বিভাগ বা সমমানের জিপিএ-তে পুরকৌশল বিষয়ে ৪(চার) বৎসর মেয়াদি ডিপ্লোমা। bbox=[265, 378, 758, 431]
post-scale: স্কেল-৯৩০০-২২৪৯০ bbox=[67, 691, 172, 707]
post-name: ব্যক্তিগত সহকারী bbox=[67, 659, 152, 675]
intro-paragraph bbox=[14, 266, 758, 337]
note bbox=[772, 1169, 1542, 1203]
signatory-and: ও bbox=[1362, 1286, 1372, 1301]
signatory-chair: সভাপতি bbox=[1346, 1302, 1388, 1317]
row-count: ০৫ bbox=[219, 588, 265, 657]
photo-rule bbox=[772, 26, 1542, 76]
row-qualification: (ক) কোন স্বীকৃত বোর্ড হইতে বাণিজ্য বিভাগে অন্যূন দ্বিতীয় বিভাগ বা সমমানের জিপিএ-তে উচ্চ মাধ্যমিক সার্টিফিকেট বা সমমানের পরীক্ষায় উত্তীর্ণ; এবং (খ) কোন স্বীকৃত প্রতিষ্ঠান হইতে কম্পিউটার ও তথ্য প্রযুক্তিতে প্রশিক্ষণ সনদপ্রাপ্ত। bbox=[265, 725, 758, 778]
letterhead bbox=[14, 10, 758, 168]
section-2-title: আবেদন ফরম পূরণ এবং পরীক্ষায় অংশগ্রহণের ক্ষেত্রে নিম্নবর্ণিত শর্তাবলী অবশ্যই অনুসরণ করতে হবে: bbox=[58, 854, 561, 870]
row-qualification: (ক) বাংলাদেশ কারিগরি শিক্ষা বোর্ড বা অন্য কোনো স্বীকৃত বোর্ড হইতে অন্যূন দ্বিতীয় বিভাগ বা সমমানের জিপিএ-তে সার্ভেয়িং বিষয়ে ৪(চার) বৎসর মেয়াদি ডিপ্লোমা। bbox=[265, 536, 758, 589]
table-row bbox=[15, 483, 758, 536]
condition-item bbox=[14, 1064, 758, 1115]
